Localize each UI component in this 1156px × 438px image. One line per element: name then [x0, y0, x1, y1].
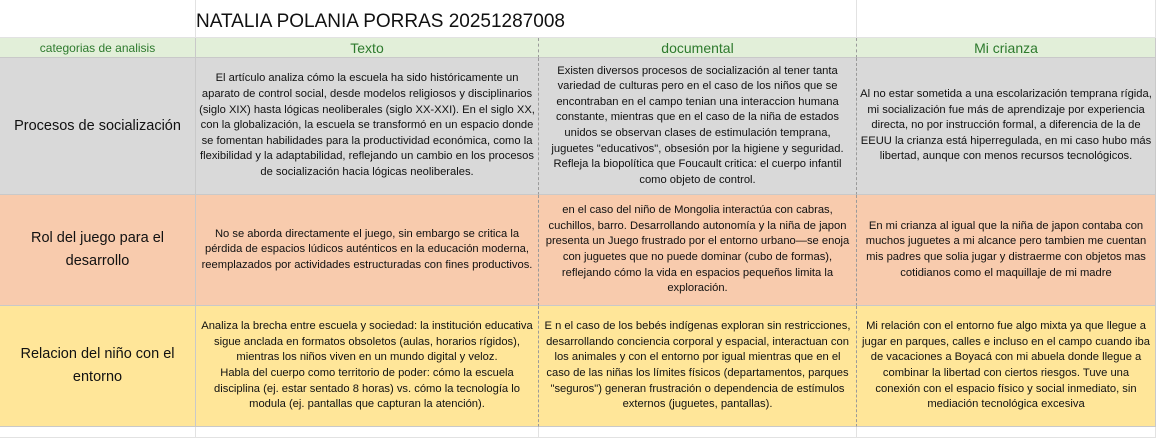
empty-cell[interactable]: [539, 427, 857, 438]
cell-texto-socializacion[interactable]: El artículo analiza cómo la escuela ha sido históricamente un aparato de control social, desde modelos religiosos y disciplinarios (siglo XIX) hasta lógicas neoliberales (siglo XX-XXI). En el siglo XX, con la globalización, la escuela se transformó en un espacio donde se fomentan habilidades para la productividad económica, como la flexibilidad y la adaptabilidad, reflejando un cambio en los procesos de socialización hacia lógicas neoliberales.: [196, 58, 539, 195]
empty-cell[interactable]: [196, 427, 539, 438]
cell-documental-juego[interactable]: en el caso del niño de Mongolia interactúa con cabras, cuchillos, barro. Desarrollando autonomía y la niña de japon presenta un Juego frustrado por el entorno urbano—se enoja con juguetes que no puede dominar (cubo de formas), reflejando cómo la vida en espacios pequeños limita la exploración.: [539, 195, 857, 306]
cell-texto-entorno[interactable]: Analiza la brecha entre escuela y sociedad: la institución educativa sigue anclada en formatos obsoletos (aulas, horarios rígidos), mientras los niños viven en un mundo digital y veloz. Habla del cuerpo como territorio de poder: cómo la escuela disciplina (ej. estar sentado 8 horas) vs. cómo la tecnología lo modula (ej. pantallas que capturan la atención).: [196, 306, 539, 427]
cell-documental-entorno[interactable]: E n el caso de los bebés indígenas exploran sin restricciones, desarrollando conciencia corporal y espacial, interactuan con los animales y con el entorno por igual mientras que en el caso de las niñas los límites físicos (departamentos, parques "seguros") generan frustración o dependencia de estímulos externos (juguetes, pantallas).: [539, 306, 857, 427]
cell-crianza-socializacion[interactable]: Al no estar sometida a una escolarización temprana rígida, mi socialización fue más de aprendizaje por experiencia directa, no por instrucción formal, a diferencia de la de EEUU la crianza está hiperregulada, en mi caso hubo más libertad, aunque con menos recursos tecnológicos.: [857, 58, 1156, 195]
cell-crianza-entorno[interactable]: Mi relación con el entorno fue algo mixta ya que llegue a jugar en parques, calles e incluso en el campo cuando iba de vacaciones a Boyacá con mi abuela donde llegue a combinar la libertad con ciertos riesgos. Tuve una conexión con el espacio físico y social inmediato, sin mediación tecnológica excesiva: [857, 306, 1156, 427]
empty-cell[interactable]: [857, 427, 1156, 438]
cell-crianza-juego[interactable]: En mi crianza al igual que la niña de japon contaba con muchos juguetes a mi alcance pero tambien me cuentan mis padres que solia jugar y distraerme con objetos mas cotidianos como el maquillaje de mi madre: [857, 195, 1156, 306]
row-label-socializacion[interactable]: Procesos de socialización: [0, 58, 196, 195]
empty-cell[interactable]: [0, 0, 196, 38]
empty-cell[interactable]: [0, 427, 196, 438]
header-documental[interactable]: documental: [539, 38, 857, 58]
cell-documental-socializacion[interactable]: Existen diversos procesos de socialización al tener tanta variedad de culturas pero en el caso de los niños que se encontraban en el campo tenian una interaccion humana constante, mientras que en el caso de la niña de estados unidos se observan clases de estimulación temprana, juguetes "educativos", obsesión por la higiene y seguridad. Refleja la biopolítica que Foucault critica: el cuerpo infantil como objeto de control.: [539, 58, 857, 195]
cell-texto-juego[interactable]: No se aborda directamente el juego, sin embargo se critica la pérdida de espacios lúdicos auténticos en la educación moderna, reemplazados por actividades estructuradas con fines productivos.: [196, 195, 539, 306]
empty-cell[interactable]: [857, 0, 1156, 38]
header-texto[interactable]: Texto: [196, 38, 539, 58]
empty-cell[interactable]: [539, 0, 857, 38]
sheet-title: NATALIA POLANIA PORRAS 20251287008: [196, 11, 565, 32]
header-crianza[interactable]: Mi crianza: [857, 38, 1156, 58]
header-categories[interactable]: categorias de analisis: [0, 38, 196, 58]
row-label-entorno[interactable]: Relacion del niño con el entorno: [0, 306, 196, 427]
row-label-juego[interactable]: Rol del juego para el desarrollo: [0, 195, 196, 306]
